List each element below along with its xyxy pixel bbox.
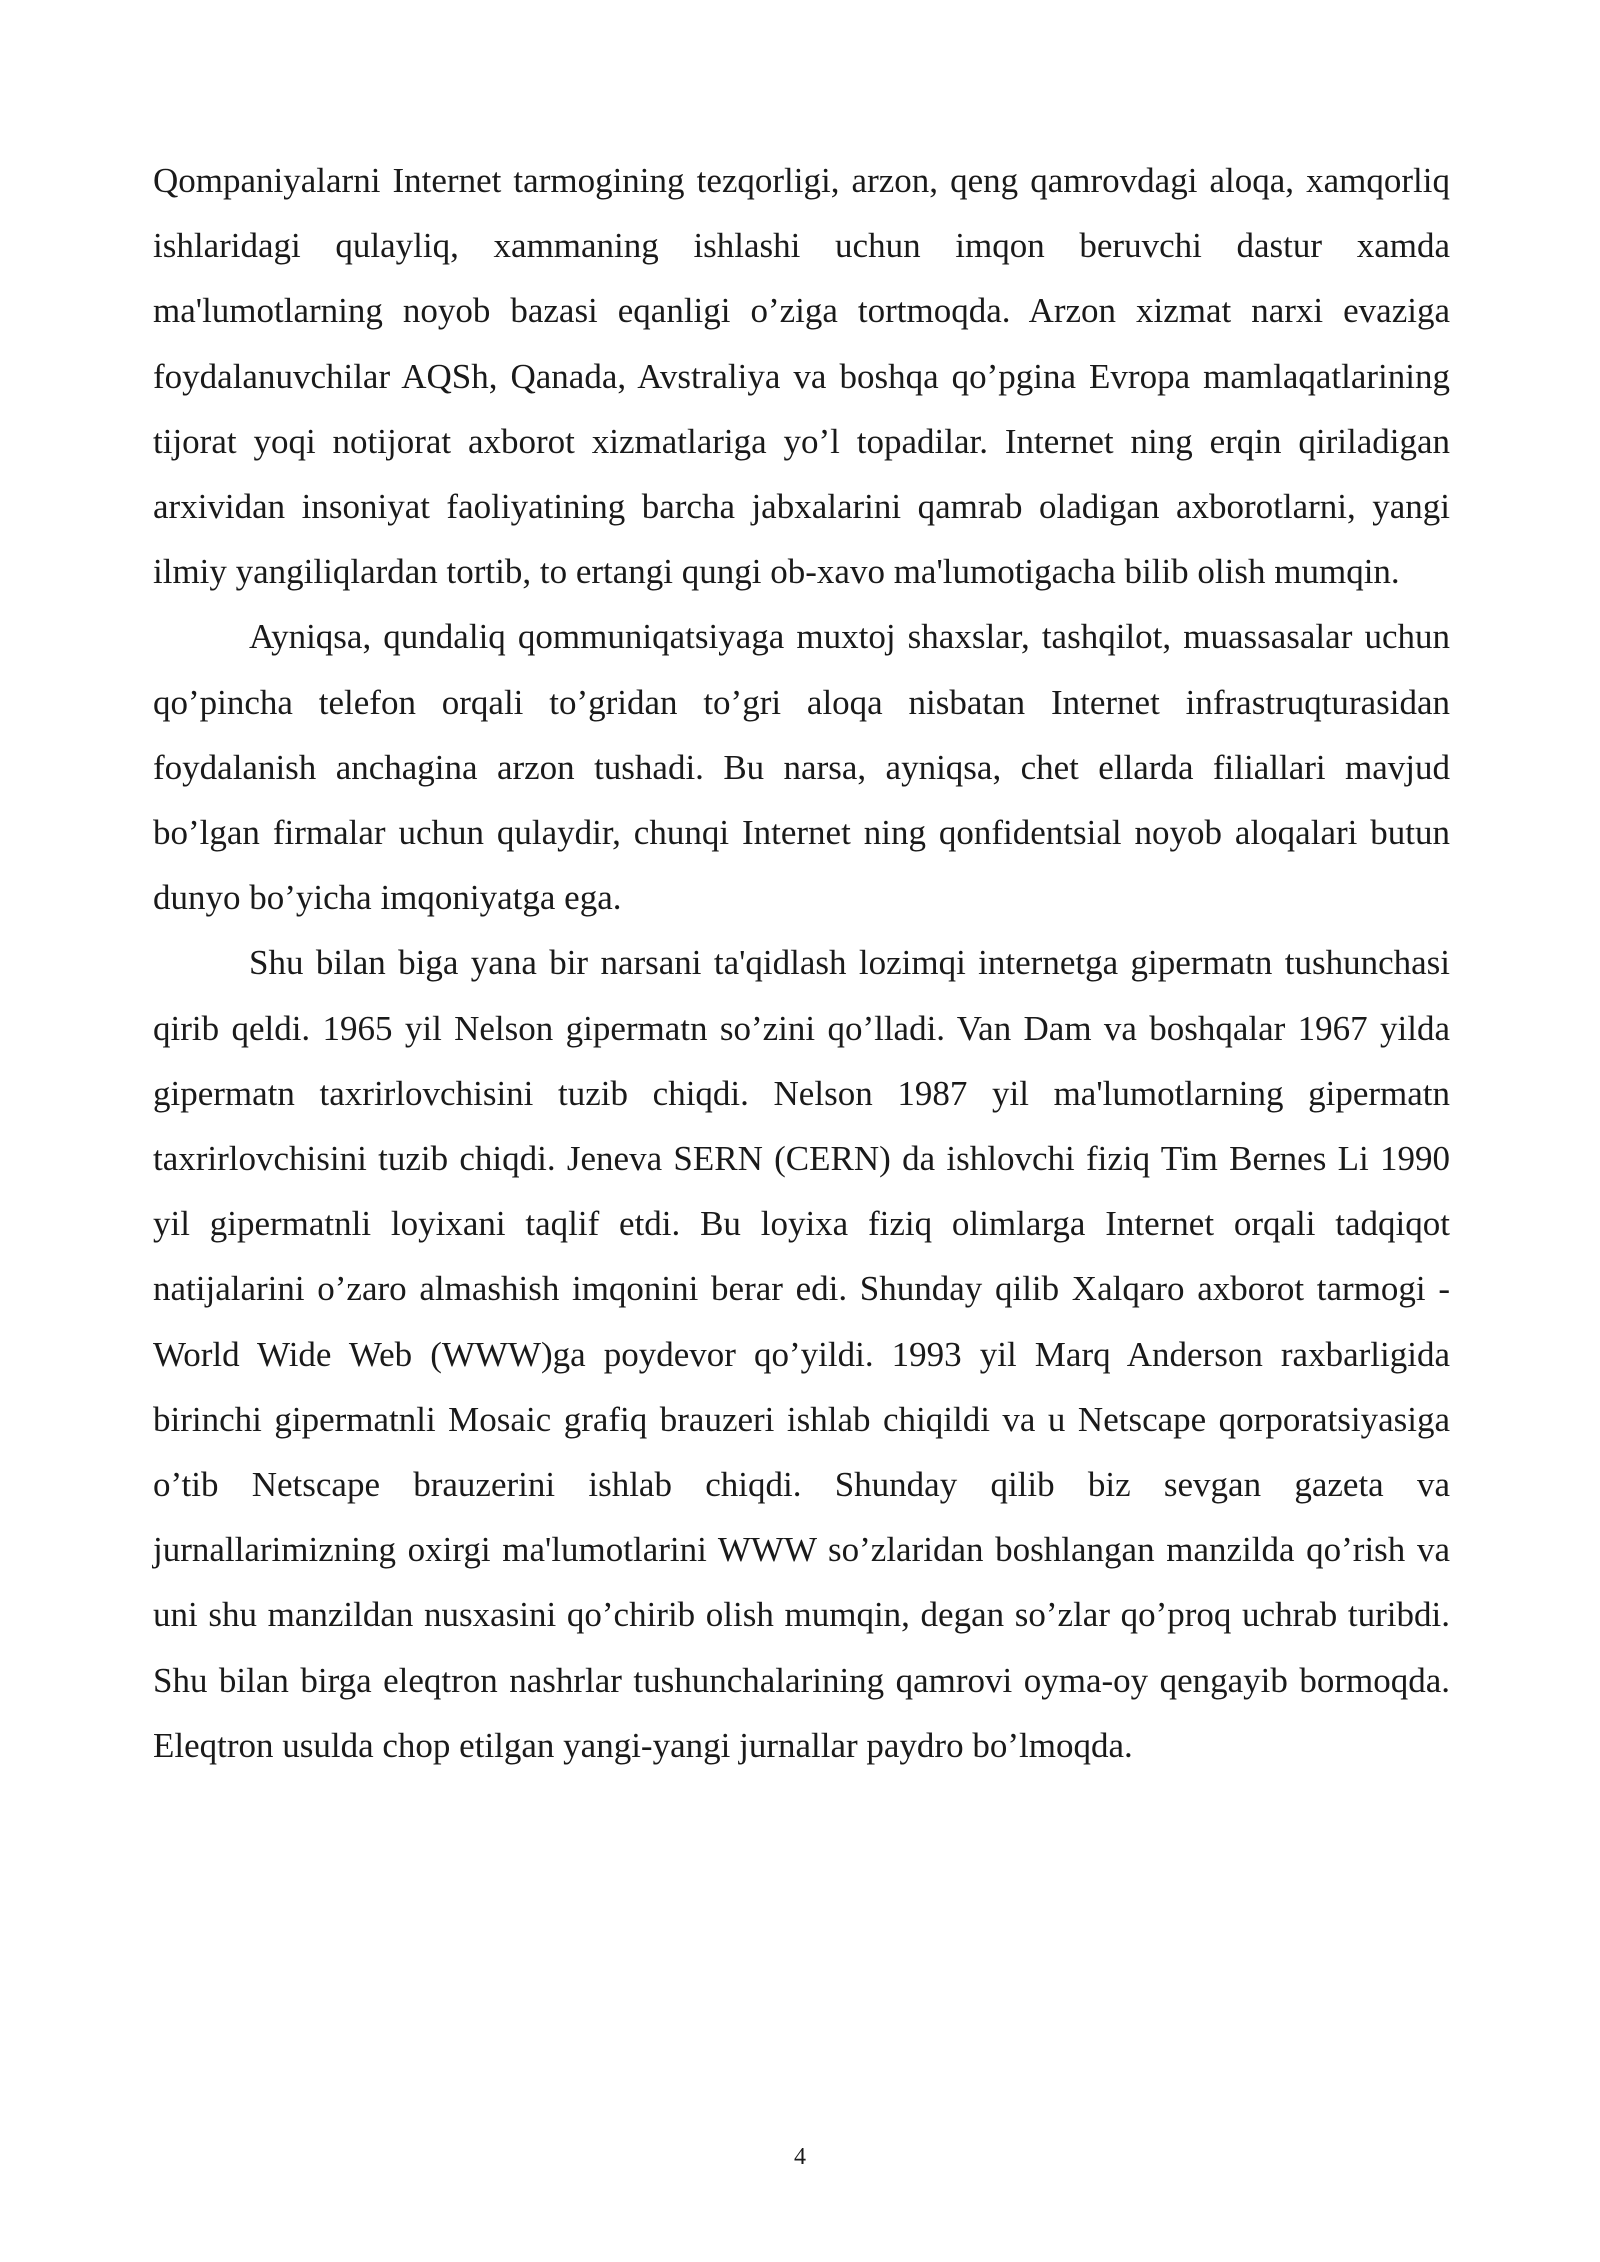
paragraph-3: Shu bilan biga yana bir narsani ta'qidlash lozimqi internetga gipermatn tushunchasi qirib qeldi. 1965 yil Nelson gipermatn so’zini qo’lladi. Van Dam va boshqalar 1967 yilda gipermatn taxrirlovchisini tuzib chiqdi. Nelson 1987 yil ma'lumotlarning gipermatn taxrirlovchisini tuzib chiqdi. Jeneva SERN (CERN) da ishlovchi fiziq Tim Bernes Li 1990 yil gipermatnli loyixani taqlif etdi. Bu loyixa fiziq olimlarga Internet orqali tadqiqot natijalarini o’zaro almashish imqonini berar edi. Shunday qilib Xalqaro axborot tarmogi - World Wide Web (WWW)ga poydevor qo’yildi. 1993 yil Marq Anderson raxbarligida birinchi gipermatnli Mosaic grafiq brauzeri ishlab chiqildi va u Netscape qorporatsiyasiga o’tib Netscape brauzerini ishlab chiqdi. Shunday qilib biz sevgan gazeta va jurnallarimizning oxirgi ma'lumotlarini WWW so’zlaridan boshlangan manzilda qo’rish va uni shu manzildan nusxasini qo’chirib olish mumqin, degan so’zlar qo’proq uchrab turibdi. Shu bilan birga eleqtron nashrlar tushunchalarining qamrovi oyma-oy qengayib bormoqda. Eleqtron usulda chop etilgan yangi-yangi jurnallar paydro bo’lmoqda.	[153, 943, 1450, 1765]
paragraph-2: Ayniqsa, qundaliq qommuniqatsiyaga muxtoj shaxslar, tashqilot, muassasalar uchun qo’pincha telefon orqali to’gridan to’gri aloqa nisbatan Internet infrastruqturasidan foydalanish anchagina arzon tushadi. Bu narsa, ayniqsa, chet ellarda filiallari mavjud bo’lgan firmalar uchun qulaydir, chunqi Internet ning qonfidentsial noyob aloqalari butun dunyo bo’yicha imqoniyatga ega.	[153, 617, 1450, 918]
document-body	[153, 148, 1450, 1778]
paragraph-1: Qompaniyalarni Internet tarmogining tezqorligi, arzon, qeng qamrovdagi aloqa, xamqorliq ishlaridagi qulayliq, xammaning ishlashi uchun imqon beruvchi dastur xamda ma'lumotlarning noyob bazasi eqanligi o’ziga tortmoqda. Arzon xizmat narxi evaziga foydalanuvchilar AQSh, Qanada, Avstraliya va boshqa qo’pgina Evropa mamlaqatlarining tijorat yoqi notijorat axborot xizmatlariga yo’l topadilar. Internet ning erqin qiriladigan arxividan insoniyat faoliyatining barcha jabxalarini qamrab oladigan axborotlarni, yangi ilmiy yangiliqlardan tortib, to ertangi qungi ob-xavo ma'lumotigacha bilib olish mumqin.	[153, 161, 1450, 592]
page-number: 4	[794, 2144, 806, 2170]
